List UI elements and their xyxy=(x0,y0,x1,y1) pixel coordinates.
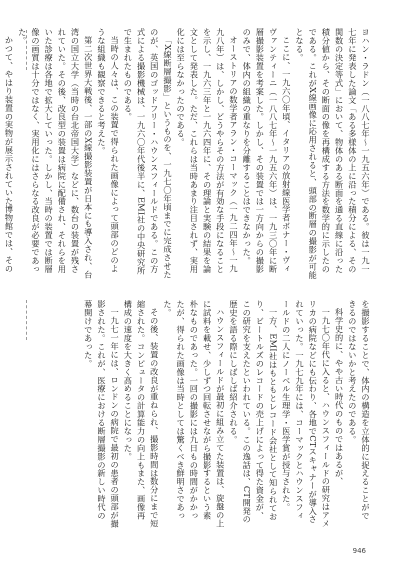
paragraph: 「X線断層撮影」というものを、一九七〇年頃までに完成させたのが、英国のゴッドフリー・ハウンスフィールドである。この方式による撮影機械は、一九六〇年代後半に、EMI社の中央研究所で生まれたものである。 xyxy=(123,28,173,279)
upper-text-block xyxy=(4,28,372,280)
lower-text-block xyxy=(22,300,372,528)
paragraph: を撮影することで、体内の構造を立体的に捉えることができるのではないかと考えたのである。 xyxy=(347,300,371,520)
paragraph: ここに、一九六〇年頃、イタリアの放射線医学者ボナー・ヴィヴァンティーニ（一八八七年〜一九五六年）は、一九三〇年に断層撮影装置を考案した。しかし、その装置では一方向からの撮影のみで、体内の組織の重なりを分離することはできなかった。 xyxy=(242,28,292,274)
paragraph: 一九七〇年代に入ると、ハウンスフィールドの研究はアメリカの病院などにも伝わり、各地でCTスキャナーが導入されていった。一九七九年には、コーマックとハウンスフィールドの二人にノーベル生理学・医学賞が授与された。 xyxy=(281,300,332,528)
paragraph: 科学史的に、やや古い時代のものではあるが、 xyxy=(334,308,345,486)
paragraph: 当時の人々は、この装置で得られた画像によって頭部のどのような組織も観察できると考えた。 xyxy=(96,28,121,273)
paragraph: ヨハン・ラドン（一八八七年〜一九五六年）である。彼は一九一七年に発表した論文「ある多様体の上に沿った積分による、その関数の決定等式」において、物体のある断面を通る直線に沿った積分値から、その断面の像を再構成する方法を数学的に示したのである。これがX線画像に応用されると、頭部の断層の撮影が可能となる。 xyxy=(294,28,371,280)
paragraph: ハウンスフィールドが最初に組み立てた装置は、旋盤の上に試料を載せ、少しずつ回転させながら撮影するという素朴なものであった。一回の撮影には九日もの時間がかかったが、得られた画像は当時としては驚くべき鮮明さであった。 xyxy=(162,300,226,528)
page-number: 946 xyxy=(352,547,366,555)
paragraph: 一方、EMI社はもともとレコード会社として知られており、ビートルズのレコードの売上げによって得た資金が、この研究を支えたといわれている。この逸話は、CT開発の歴史を語る際にしばしば紹介される。 xyxy=(228,300,279,524)
paragraph: オーストリアの数学者アラン・コーマック（一九二四年〜一九九八年）は、しかし、どうやらその方法が有効な手段になることを示し、一九六三年と一九六四年に、その理論と実験の結果を論文として発表した。ただ、これらは当時あまり注目されず、実用化には至らなかったのである。 xyxy=(176,28,239,274)
paragraph: かつて、やはり装置の実物が展示されていた博物館では、その xyxy=(4,36,15,273)
paragraph: 一九七一年には、ロンドンの病院で最初の患者の頭部が撮影された。これが、医療における断層撮影の新しい時代の幕開けであった。 xyxy=(83,300,121,528)
paragraph: 第二次世界大戦後、一部のX線撮影装置が日本にも導入され、台湾の国立大学（当時の台北帝国大学）などに、数台の装置が残されていた。その後、改良型の装置は病院に配備され、それらを用いた診療は各地で拡大していった。しかし、当時の装置では断層像の画質は十分ではなく、実用化にはさらなる改良が必要であった。 xyxy=(17,28,94,279)
paragraph: その後、装置の改良が重ねられ、撮影時間は数分にまで短縮された。コンピュータの計算能力の向上もまた、画像再構成の速度を大きく高めることになった。 xyxy=(123,300,160,528)
